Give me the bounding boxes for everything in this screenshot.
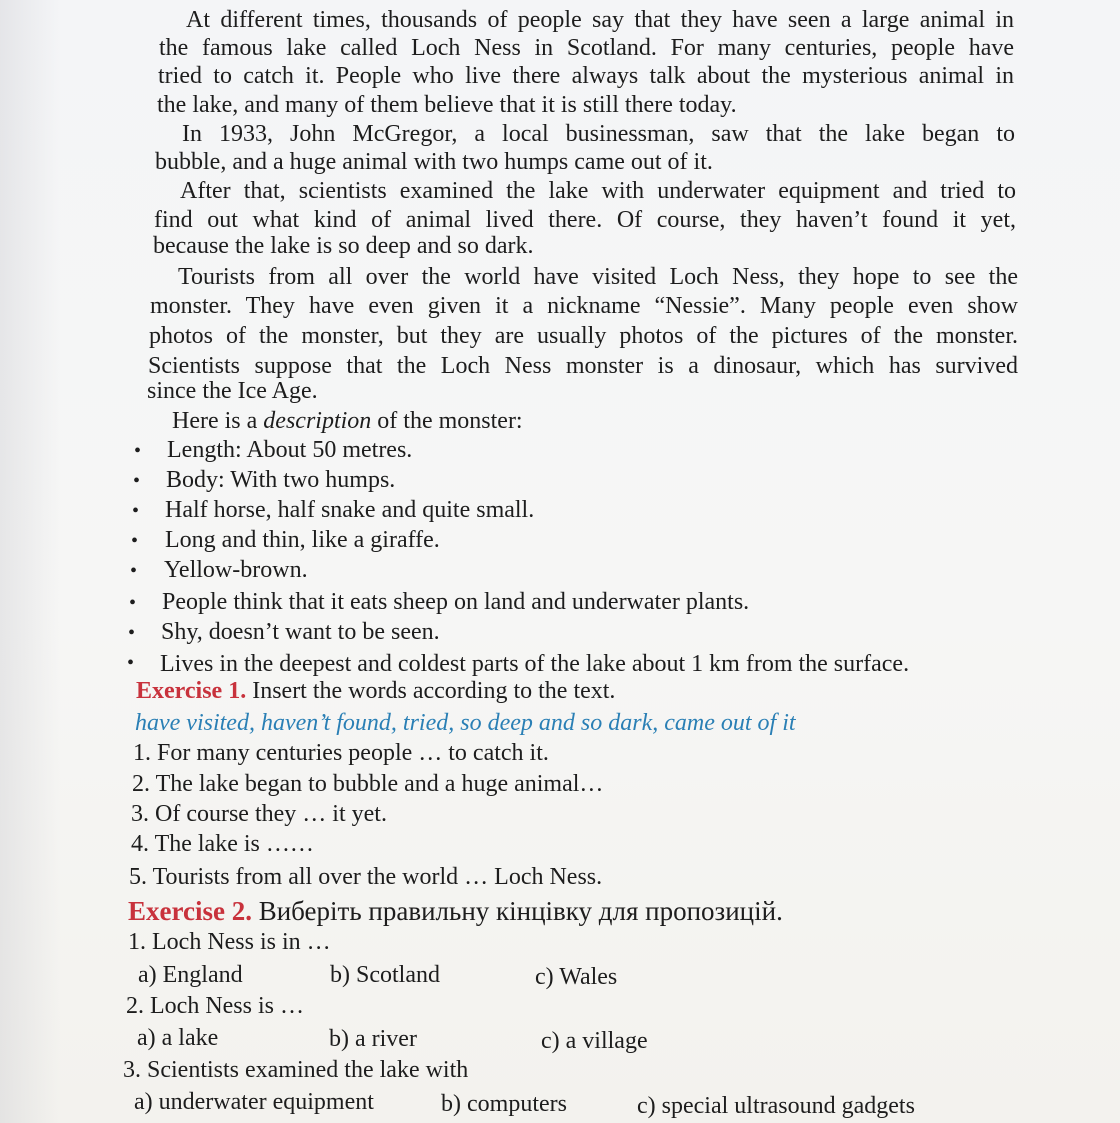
exercise-1-heading [136, 677, 615, 705]
exercise-1-label: Exercise 1. [136, 678, 247, 704]
bullet-icon: • [133, 470, 141, 492]
exercise-2-q3-option-b: b) computers [441, 1091, 567, 1117]
paragraph-1-line-1: At different times, thousands of people say that they have seen a large animal in [186, 7, 1014, 33]
paragraph-1-line-3: tried to catch it. People who live there always talk about the mysterious animal in [158, 63, 1014, 89]
page-shadow [0, 0, 60, 1123]
exercise-2-q3-option-c: c) special ultrasound gadgets [637, 1093, 915, 1119]
exercise-2-q1-option-a: a) England [138, 962, 243, 988]
exercise-2-question-3: 3. Scientists examined the lake with [123, 1057, 469, 1083]
bullet-item-body: Body: With two humps. [166, 467, 396, 493]
paragraph-4-line-4: Scientists suppose that the Loch Ness monster is a dinosaur, which has survived [148, 353, 1018, 379]
paragraph-2-line-1: In 1933, John McGregor, a local businessman, saw that the lake began to [182, 121, 1015, 147]
bullet-icon: • [132, 500, 140, 522]
paragraph-4-line-3: photos of the monster, but they are usually photos of the pictures of the monster. [149, 323, 1018, 349]
exercise-2-heading [128, 895, 783, 927]
exercise-1-word-bank: have visited, haven’t found, tried, so deep and so dark, came out of it [135, 710, 796, 736]
bullet-item-length: Length: About 50 metres. [167, 437, 413, 463]
bullet-icon: • [127, 652, 135, 674]
bullet-icon: • [131, 530, 139, 552]
bullet-icon: • [130, 560, 138, 582]
exercise-1-item: 2. The lake began to bubble and a huge animal… [132, 771, 604, 797]
bullet-item-habitat: Lives in the deepest and coldest parts of the lake about 1 km from the surface. [160, 651, 910, 677]
paragraph-4-line-5: since the Ice Age. [147, 378, 318, 404]
exercise-2-question-2: 2. Loch Ness is … [126, 993, 304, 1019]
bullet-item-shy: Shy, doesn’t want to be seen. [161, 619, 440, 645]
bullet-item-color: Yellow-brown. [164, 557, 308, 583]
paragraph-1-line-4: the lake, and many of them believe that it is still there today. [157, 92, 737, 118]
paragraph-3-line-1: After that, scientists examined the lake with underwater equipment and tried to [180, 178, 1016, 204]
bullet-item-half-horse: Half horse, half snake and quite small. [165, 497, 535, 523]
exercise-1-item: 3. Of course they … it yet. [131, 801, 387, 827]
exercise-2-question-1: 1. Loch Ness is in … [128, 929, 331, 955]
bullet-item-long-thin: Long and thin, like a giraffe. [165, 527, 440, 553]
description-intro-after: of the monster: [371, 408, 523, 434]
bullet-item-diet: People think that it eats sheep on land and underwater plants. [162, 589, 750, 615]
exercise-1-instruction: Insert the words according to the text. [246, 678, 616, 704]
description-intro-italic: description [263, 408, 372, 434]
exercise-2-label: Exercise 2. [128, 896, 252, 926]
paragraph-2-line-2: bubble, and a huge animal with two humps came out of it. [155, 149, 713, 175]
paragraph-4-line-1: Tourists from all over the world have visited Loch Ness, they hope to see the [178, 264, 1018, 290]
bullet-icon: • [134, 440, 142, 462]
description-intro-before: Here is a [172, 408, 264, 434]
bullet-icon: • [129, 592, 137, 614]
exercise-1-item: 1. For many centuries people … to catch it. [133, 740, 549, 766]
exercise-2-q2-option-c: c) a village [541, 1028, 648, 1054]
paragraph-4-line-2: monster. They have even given it a nickname “Nessie”. Many people even show [150, 293, 1018, 319]
exercise-2-q1-option-b: b) Scotland [330, 962, 440, 988]
exercise-2-q2-option-a: a) a lake [137, 1025, 219, 1051]
description-intro [172, 407, 523, 435]
paragraph-3-line-3: because the lake is so deep and so dark. [153, 233, 534, 259]
paragraph-3-line-2: find out what kind of animal lived there. Of course, they haven’t found it yet, [154, 207, 1016, 233]
exercise-2-q3-option-a: a) underwater equipment [134, 1089, 374, 1115]
exercise-2-q2-option-b: b) a river [329, 1026, 417, 1052]
exercise-2-instruction: Виберіть правильну кінцівку для пропозицій. [251, 896, 783, 926]
exercise-1-item: 4. The lake is …… [131, 831, 314, 857]
bullet-icon: • [128, 622, 136, 644]
exercise-1-item: 5. Tourists from all over the world … Loch Ness. [129, 864, 603, 890]
paragraph-1-line-2: the famous lake called Loch Ness in Scotland. For many centuries, people have [159, 35, 1014, 61]
exercise-2-q1-option-c: c) Wales [535, 964, 618, 990]
